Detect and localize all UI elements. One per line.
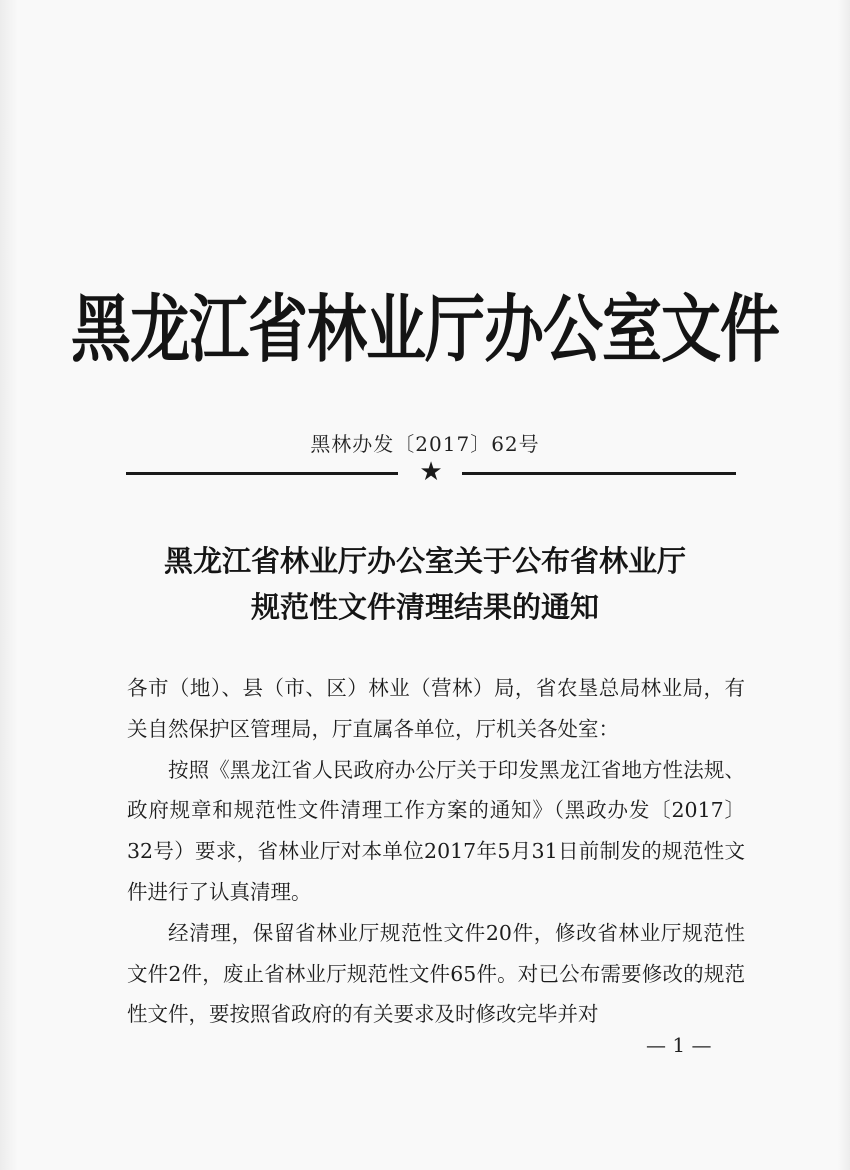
issuer-heading: 黑龙江省林业厅办公室文件 <box>71 287 779 373</box>
document-title-line-2: 规范性文件清理结果的通知 <box>250 590 599 624</box>
divider-line-right <box>462 472 736 475</box>
document-body <box>127 668 745 1035</box>
body-paragraph-1: 按照《黑龙江省人民政府办公厅关于印发黑龙江省地方性法规、政府规章和规范性文件清理工作方案的通知》（黑政办发〔2017〕32号）要求，省林业厅对本单位2017年5月31日前制发的规范性文件进行了认真清理。 <box>127 757 745 904</box>
red-header-divider <box>126 457 736 487</box>
document-title <box>0 538 850 630</box>
document-title-line-1: 黑龙江省林业厅办公室关于公布省林业厅 <box>163 544 686 578</box>
page-number: — 1 — <box>646 1033 712 1057</box>
document-number: 黑林办发〔2017〕62号 <box>310 432 540 456</box>
star-icon: ★ <box>419 457 443 487</box>
addressee-paragraph: 各市（地）、县（市、区）林业（营林）局，省农垦总局林业局，有关自然保护区管理局，厅直属各单位，厅机关各处室： <box>127 676 745 741</box>
body-paragraph-2: 经清理，保留省林业厅规范性文件20件，修改省林业厅规范性文件2件，废止省林业厅规范性文件65件。对已公布需要修改的规范性文件，要按照省政府的有关要求及时修改完毕并对 <box>127 920 745 1027</box>
divider-line-left <box>126 472 398 475</box>
